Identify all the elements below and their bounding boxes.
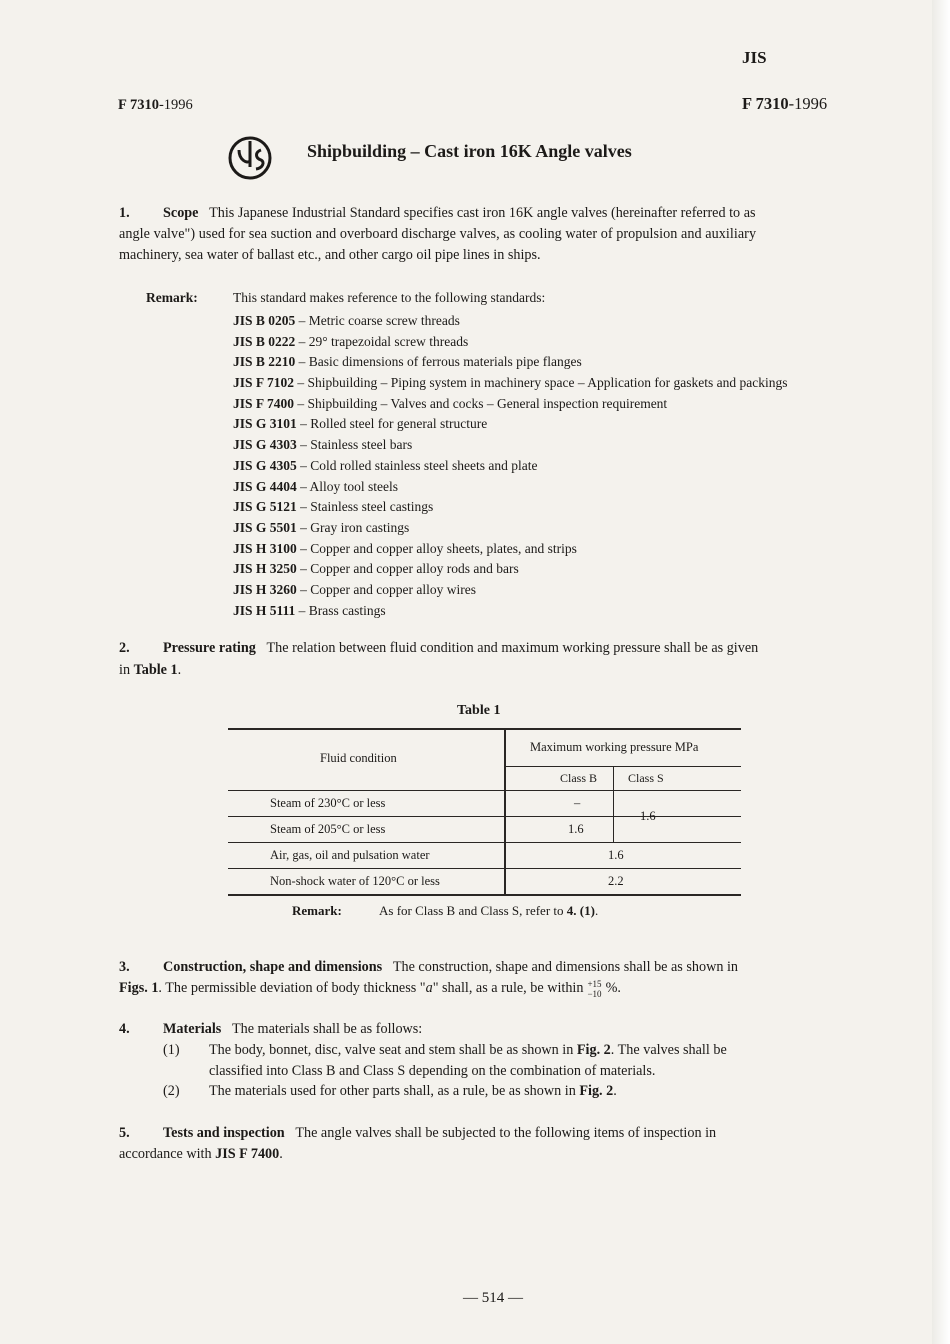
header-right-code: [742, 94, 827, 114]
standard-code: JIS G 4404: [233, 478, 297, 494]
standard-code: JIS G 5501: [233, 519, 297, 535]
scope-text: This Japanese Industrial Standard specifies cast iron 16K angle valves (hereinafter referred to as: [209, 205, 756, 221]
table-rule: [228, 816, 741, 817]
table-rule: [504, 766, 741, 767]
section-number: 2.: [119, 640, 130, 656]
pressure-line-2: [119, 660, 181, 681]
table-cell-class-b: 1.6: [568, 822, 584, 836]
page-title: Shipbuilding – Cast iron 16K Angle valves: [307, 141, 632, 161]
construction-line-1: [119, 957, 738, 978]
standard-code: JIS F 7400: [233, 395, 295, 411]
pressure-text-suffix: .: [177, 662, 182, 678]
standard-desc: – Copper and copper alloy rods and bars: [296, 561, 519, 577]
section-heading: Tests and inspection: [163, 1125, 285, 1141]
standard-desc: – Copper and copper alloy sheets, plates, and strips: [296, 540, 577, 556]
figure-reference: Fig. 2: [576, 1042, 611, 1058]
page-edge: [932, 0, 950, 1344]
section-heading: Materials: [163, 1021, 222, 1037]
construction-text-mid2: " shall, as a rule, be within: [432, 980, 584, 996]
section-number: 5.: [119, 1125, 130, 1141]
header-jis-label: JIS: [742, 48, 767, 67]
item-text: The materials used for other parts shall, as a rule, be as shown in: [209, 1083, 580, 1099]
section-pressure-rating: [119, 638, 850, 680]
standard-code: JIS H 5111: [233, 602, 296, 618]
standard-code: JIS H 3100: [233, 540, 297, 556]
section-number: 3.: [119, 959, 130, 975]
tests-line-1: [119, 1123, 716, 1144]
pressure-table: [228, 728, 741, 895]
construction-line-2: [119, 978, 621, 999]
standard-code: JIS H 3250: [233, 561, 297, 577]
tolerance-lower: −10: [587, 988, 602, 999]
materials-item-2-line-1: [209, 1081, 850, 1102]
table-cell-fluid: Air, gas, oil and pulsation water: [270, 848, 430, 862]
section-number: 1.: [119, 205, 130, 221]
table-reference: Table 1: [133, 662, 178, 678]
standard-desc: – Shipbuilding – Valves and cocks – General inspection requirement: [294, 395, 668, 411]
table-rule: [228, 868, 741, 869]
scope-line-2: angle valve") used for sea suction and overboard discharge valves, as cooling water of propulsion and auxiliary: [119, 226, 757, 242]
remark-label: Remark:: [146, 290, 198, 305]
section-heading: Construction, shape and dimensions: [163, 959, 383, 975]
pressure-line-1: [119, 638, 758, 659]
standard-desc: – Stainless steel bars: [296, 437, 413, 453]
standard-desc: – Stainless steel castings: [296, 499, 434, 515]
section-reference: 4. (1): [566, 903, 595, 918]
scope-line-1: [119, 203, 756, 224]
table-rule: [504, 728, 506, 895]
standard-code: JIS G 3101: [233, 416, 297, 432]
construction-text-mid: . The permissible deviation of body thickness ": [158, 980, 426, 996]
standard-desc: – Basic dimensions of ferrous materials pipe flanges: [295, 354, 582, 370]
table-rule: [228, 728, 741, 730]
standard-code: JIS B 2210: [233, 354, 296, 370]
list-item: [233, 580, 787, 601]
section-materials: [119, 1019, 850, 1041]
list-item: [233, 601, 787, 622]
table-rule: [228, 790, 741, 791]
standard-desc: – Metric coarse screw threads: [295, 313, 460, 328]
table-cell-class-s-merged: 1.6: [640, 809, 656, 823]
header-right-year: -1996: [788, 94, 828, 113]
section-number: 4.: [119, 1021, 130, 1037]
list-item: [233, 539, 787, 560]
list-item: [233, 414, 787, 435]
list-item: [233, 332, 787, 353]
standard-code: JIS G 4303: [233, 437, 297, 453]
referenced-standards-list: [233, 311, 787, 621]
table-cell-pressure: 2.2: [608, 874, 624, 888]
table-rule: [613, 766, 614, 842]
item-number: (2): [163, 1083, 180, 1099]
section-tests: [119, 1123, 850, 1165]
header-left-code: [118, 97, 193, 114]
list-item: [233, 311, 787, 332]
table-remark-suffix: .: [594, 903, 599, 918]
standard-desc: – Brass castings: [295, 602, 386, 618]
standard-desc: – Copper and copper alloy wires: [296, 581, 476, 597]
item-number: (1): [163, 1042, 180, 1058]
list-item: [233, 394, 787, 415]
column-header-fluid: Fluid condition: [320, 751, 397, 765]
standard-code: JIS G 5121: [233, 499, 297, 515]
table-cell-fluid: Steam of 230°C or less: [270, 796, 386, 810]
table-remark-prefix: As for Class B and Class S, refer to: [379, 903, 567, 918]
section-construction: [119, 957, 850, 1001]
scope-line-3: machinery, sea water of ballast etc., and other cargo oil pipe lines in ships.: [119, 247, 541, 263]
page-number: — 514 —: [463, 1290, 523, 1306]
list-item: [233, 497, 787, 518]
pressure-text: The relation between fluid condition and maximum working pressure shall be as given: [266, 640, 759, 656]
column-header-pressure: Maximum working pressure MPa: [530, 740, 699, 754]
table-rule: [228, 842, 741, 843]
list-item: [233, 373, 787, 394]
tests-line-2: [119, 1144, 283, 1165]
standard-desc: – Rolled steel for general structure: [296, 416, 488, 432]
tests-text-prefix: accordance with: [119, 1146, 216, 1162]
column-header-class-b: Class B: [560, 771, 598, 785]
construction-text: The construction, shape and dimensions shall be as shown in: [392, 959, 738, 975]
item-text-suffix: . The valves shall be: [610, 1042, 727, 1058]
thickness-variable: a: [425, 980, 433, 996]
list-item: [233, 352, 787, 373]
standard-code: JIS B 0205: [233, 313, 296, 328]
standard-code: JIS B 0222: [233, 333, 296, 349]
section-heading: Scope: [163, 205, 199, 221]
standard-desc: – Gray iron castings: [296, 519, 410, 535]
standard-code: JIS F 7102: [233, 375, 295, 391]
construction-text-end: %.: [605, 980, 621, 996]
section-scope: [119, 203, 850, 266]
list-item: [233, 435, 787, 456]
list-item: [233, 559, 787, 580]
table-cell-fluid: Steam of 205°C or less: [270, 822, 386, 836]
standard-desc: – Shipbuilding – Piping system in machinery space – Application for gaskets and packings: [294, 375, 788, 391]
materials-item-1-line-2: classified into Class B and Class S depending on the combination of materials.: [209, 1063, 656, 1079]
materials-intro: The materials shall be as follows:: [231, 1021, 423, 1037]
table-cell-pressure: 1.6: [608, 848, 624, 862]
tolerance-upper: +15: [587, 978, 602, 989]
standard-reference: JIS F 7400: [215, 1146, 280, 1162]
figure-reference: Figs. 1: [119, 980, 159, 996]
table-caption: Table 1: [457, 703, 501, 718]
table-rule: [228, 894, 741, 896]
standard-desc: – 29° trapezoidal screw threads: [295, 333, 469, 349]
tolerance-fraction: [587, 979, 601, 999]
item-text-suffix: .: [613, 1083, 617, 1099]
header-right-code-number: F 7310: [742, 94, 789, 113]
column-header-class-s: Class S: [628, 771, 664, 785]
materials-item-2: [163, 1081, 850, 1102]
table-cell-class-b: –: [574, 796, 581, 810]
jis-mark-icon: [225, 134, 275, 182]
table-cell-fluid: Non-shock water of 120°C or less: [270, 874, 440, 888]
header-left-code-number: F 7310: [118, 97, 159, 113]
tests-text: The angle valves shall be subjected to the following items of inspection in: [295, 1125, 717, 1141]
tests-text-suffix: .: [279, 1146, 283, 1162]
figure-reference: Fig. 2: [579, 1083, 614, 1099]
remark-intro: This standard makes reference to the following standards:: [233, 290, 546, 305]
materials-item-1-line-1: [209, 1040, 850, 1061]
standard-desc: – Alloy tool steels: [296, 478, 399, 494]
item-text: The body, bonnet, disc, valve seat and stem shall be as shown in: [209, 1042, 577, 1058]
table-remark-label: Remark:: [292, 903, 342, 918]
standard-desc: – Cold rolled stainless steel sheets and plate: [296, 457, 538, 473]
pressure-text-prefix: in: [119, 662, 134, 678]
table-remark-text: [379, 903, 598, 919]
list-item: [233, 477, 787, 498]
list-item: [233, 518, 787, 539]
section-heading: Pressure rating: [163, 640, 256, 656]
standard-code: JIS G 4305: [233, 457, 297, 473]
standard-code: JIS H 3260: [233, 581, 297, 597]
materials-line-1: [119, 1019, 422, 1040]
materials-item-1: [163, 1040, 850, 1082]
header-left-year: -1996: [158, 97, 193, 113]
list-item: [233, 456, 787, 477]
